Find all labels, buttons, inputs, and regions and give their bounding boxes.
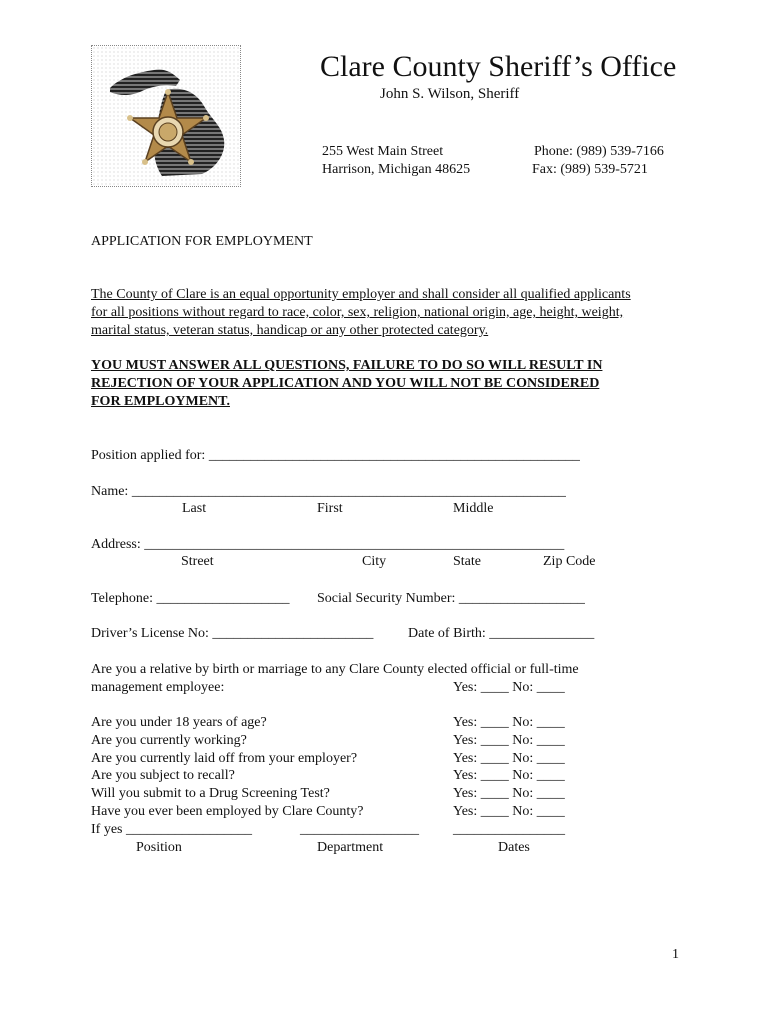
warning-line-2: REJECTION OF YOUR APPLICATION AND YOU WILL NOT BE CONSIDERED (91, 376, 600, 391)
address-state-label: State (453, 554, 481, 569)
question-answer[interactable]: Yes: ____ No: ____ (453, 715, 565, 730)
eeo-line-2: for all positions without regard to race, color, sex, religion, national origin, age, height, weight, (91, 305, 624, 320)
question-text: Are you currently working? (91, 733, 247, 748)
eeo-line-1: The County of Clare is an equal opportunity employer and shall consider all qualified applicants (91, 287, 631, 302)
question-answer[interactable]: Yes: ____ No: ____ (453, 804, 565, 819)
if-yes-dates-label: Dates (498, 840, 530, 855)
question-text: Will you submit to a Drug Screening Test? (91, 786, 330, 801)
sheriff-badge-logo (91, 45, 241, 187)
name-middle-label: Middle (453, 501, 494, 516)
relative-question-line-2: management employee: (91, 680, 225, 695)
michigan-star-icon (92, 46, 240, 186)
question-answer[interactable]: Yes: ____ No: ____ (453, 751, 565, 766)
sheriff-name: John S. Wilson, Sheriff (380, 86, 520, 102)
address-field[interactable]: Address: ____________________________________________________________ (91, 537, 565, 552)
address-zip-label: Zip Code (543, 554, 596, 569)
relative-answer[interactable]: Yes: ____ No: ____ (453, 680, 565, 695)
address-city-label: City (362, 554, 387, 569)
license-field[interactable]: Driver’s License No: _______________________ (91, 626, 374, 641)
name-last-label: Last (182, 501, 207, 516)
address-street-label: Street (181, 554, 214, 569)
question-answer[interactable]: Yes: ____ No: ____ (453, 733, 565, 748)
dob-field[interactable]: Date of Birth: _______________ (408, 626, 595, 641)
relative-question-line-1: Are you a relative by birth or marriage to any Clare County elected official or full-time (91, 662, 579, 677)
question-answer[interactable]: Yes: ____ No: ____ (453, 768, 565, 783)
position-field[interactable]: Position applied for: _____________________________________________________ (91, 448, 580, 463)
if-yes-position-field[interactable]: If yes __________________ (91, 822, 252, 837)
if-yes-dates-field[interactable]: ________________ (453, 822, 565, 837)
question-answer[interactable]: Yes: ____ No: ____ (453, 786, 565, 801)
org-title: Clare County Sheriff’s Office (320, 50, 677, 83)
warning-line-3: FOR EMPLOYMENT. (91, 394, 230, 409)
if-yes-department-field[interactable]: _________________ (300, 822, 419, 837)
eeo-line-3: marital status, veteran status, handicap or any other protected category. (91, 323, 489, 338)
telephone-field[interactable]: Telephone: ___________________ (91, 591, 290, 606)
name-first-label: First (317, 501, 343, 516)
address-line-2: Harrison, Michigan 48625 (322, 162, 471, 177)
if-yes-position-label: Position (136, 840, 182, 855)
question-text: Are you subject to recall? (91, 768, 235, 783)
question-text: Are you currently laid off from your employer? (91, 751, 358, 766)
name-field[interactable]: Name: ______________________________________________________________ (91, 484, 566, 499)
page-number: 1 (672, 947, 679, 962)
address-line-1: 255 West Main Street (322, 144, 444, 159)
phone-number: Phone: (989) 539-7166 (534, 144, 664, 159)
fax-number: Fax: (989) 539-5721 (532, 162, 648, 177)
form-title: APPLICATION FOR EMPLOYMENT (91, 234, 313, 249)
warning-line-1: YOU MUST ANSWER ALL QUESTIONS, FAILURE TO DO SO WILL RESULT IN (91, 358, 603, 373)
question-text: Are you under 18 years of age? (91, 715, 267, 730)
if-yes-department-label: Department (317, 840, 384, 855)
ssn-field[interactable]: Social Security Number: __________________ (317, 591, 585, 606)
question-text: Have you ever been employed by Clare County? (91, 804, 364, 819)
